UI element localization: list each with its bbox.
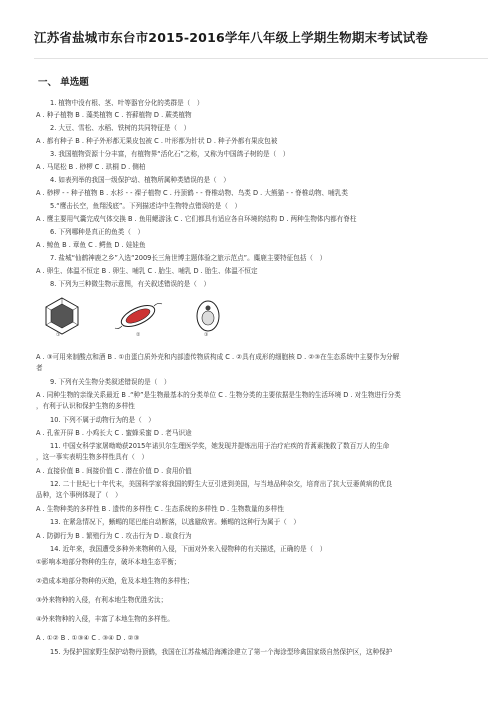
answer-options: A . 防御行为 B . 繁殖行为 C . 攻击行为 D . 取食行为 <box>36 532 192 540</box>
figure-label: ② <box>136 332 141 338</box>
question-text: 8. 下列为三种微生物示意图，有关叙述错误的是（ ） <box>50 280 211 288</box>
question-text: 14. 近年来，我国遭受多种外来物种的入侵，下面对外来入侵物种的有关描述，正确的是（ ） <box>50 545 327 553</box>
question-text: 6. 下列哪种是真正的鱼类（ ） <box>50 228 145 236</box>
figure-label: ③ <box>204 332 209 338</box>
answer-options: A . 生物种类的多样性 B . 遗传的多样性 C . 生态系统的多样性 D . 生物数量的多样性 <box>36 505 284 513</box>
answer-options: A . 马尾松 B . 桫椤 C . 珙桐 D . 侧柏 <box>36 163 146 171</box>
answer-options: A . 直接价值 B . 间接价值 C . 潜在价值 D . 食用价值 <box>36 467 192 475</box>
answer-options: A . 都有种子 B . 种子外形都无果皮包被 C . 叶形都为针状 D . 种子外都有果皮包被 <box>36 137 278 145</box>
section-heading: 一、 单选题 <box>38 77 89 88</box>
answer-options: A . 同种生物的亲缘关系最近 B .“种”是生物最基本的分类单位 C . 生物分类的主要依据是生物的生活环境 D . 对生物进行分类 <box>36 391 401 399</box>
answer-options: A . 种子植物 B . 藻类植物 C . 苔藓植物 D . 蕨类植物 <box>36 111 192 119</box>
question-text: 5.“鹰击长空，鱼翔浅底”。下列描述诗中生物特点错误的是（ ） <box>50 202 242 210</box>
page-title: 江苏省盐城市东台市2015-2016学年八年级上学期生物期末考试试卷 <box>34 30 429 45</box>
question-text: 9. 下列有关生物分类叙述错误的是（ ） <box>50 378 171 386</box>
question-text: ，这一事实表明生物多样性具有（ ） <box>36 453 149 461</box>
statement-item: ①影响本地部分物种的生存，破坏本地生态平衡； <box>36 558 181 566</box>
divider <box>34 58 488 59</box>
answer-options: 者 <box>36 364 43 372</box>
answer-options: A . 桫椤 - - 种子植物 B . 水杉 - - 裸子植物 C . 丹顶鹤 - - 脊椎动物、鸟类 D . 大熊猫 - - 脊椎动物、哺乳类 <box>36 189 348 197</box>
statement-item: ②造成本地部分物种的灭绝，危及本地生物的多样性； <box>36 577 194 585</box>
answer-options: A . 卵生、体温不恒定 B . 卵生、哺乳 C . 胎生、哺乳 D . 胎生、体温不恒定 <box>36 267 258 275</box>
answer-options: A . 鲸鱼 B . 章鱼 C . 鳄鱼 D . 娃娃鱼 <box>36 241 146 249</box>
statement-item: ③外来物种的入侵，有利本地生物优胜劣汰； <box>36 596 168 604</box>
yeast-figure <box>190 296 226 336</box>
question-text: 品种，这个事例体现了（ ） <box>36 491 122 499</box>
question-text: 3. 我国植物资源十分丰富，有植物界“活化石”之称，又称为中国鸽子树的是（ ） <box>50 150 290 158</box>
question-text: 11. 中国女科学家屠呦呦获2015年诺贝尔生理医学奖，她发现并提炼出用于治疗疟疾的青蒿素挽救了数百万人的生命 <box>50 442 390 450</box>
question-text: 7. 盐城“仙鹤神鹿之乡”入选“2009长三角世博主题体验之旅示范点”。麋鹿主要特征包括（ ） <box>50 254 327 262</box>
answer-options: A . 鹰主要用气囊完成气体交换 B . 鱼用鳃游泳 C . 它们都具有适应各自环境的结构 D . 两种生物体内都有脊柱 <box>36 215 357 223</box>
answer-options: A . ③可用来制酸点和酒 B . ①由蛋白质外壳和内部遗传物质构成 C . ②具有成形的细胞核 D . ②③在生态系统中主要作为分解 <box>36 353 400 361</box>
microorganism-figures <box>40 296 230 338</box>
question-text: 13. 在紧急情况下，蜥蜴的尾巴能自动断落，以逃避敌害。蜥蜴的这种行为属于（ ） <box>50 518 300 526</box>
question-text: 15. 为保护国家野生保护动物丹顶鹤，我国在江苏盐城沿海滩涂建立了第一个海涂型珍禽国家级自然保护区，这种保护 <box>50 648 393 656</box>
figure-label: ① <box>56 332 61 338</box>
question-text: 2. 大豆、雪松、水稻、铁树的共同特征是（ ） <box>50 124 191 132</box>
answer-options: A . 孔雀开屏 B . 小鸡长大 C . 蜜蜂采蜜 D . 老马识途 <box>36 429 192 437</box>
virus-figure <box>40 296 84 336</box>
question-text: 1. 植物中没有根、茎、叶等器官分化的类群是（ ） <box>50 99 204 107</box>
bacterium-figure <box>114 296 164 336</box>
answer-options: ，有利于认识和保护生物的多样性 <box>36 402 135 410</box>
question-text: 12. 二十世纪七十年代末，美国科学家将我国的野生大豆引进到美国，与当地品种杂交，培育出了抗大豆萎黄病的优良 <box>50 480 393 488</box>
question-text: 10. 下列不属于动物行为的是（ ） <box>50 416 155 424</box>
answer-options: A . ①② B . ①③④ C . ③④ D . ②③ <box>36 634 140 642</box>
statement-item: ④外来物种的入侵，丰富了本地生物的多样性。 <box>36 615 174 623</box>
question-text: 4. 如表列举的我国一级保护动、植物所属种类错误的是（ ） <box>50 176 230 184</box>
